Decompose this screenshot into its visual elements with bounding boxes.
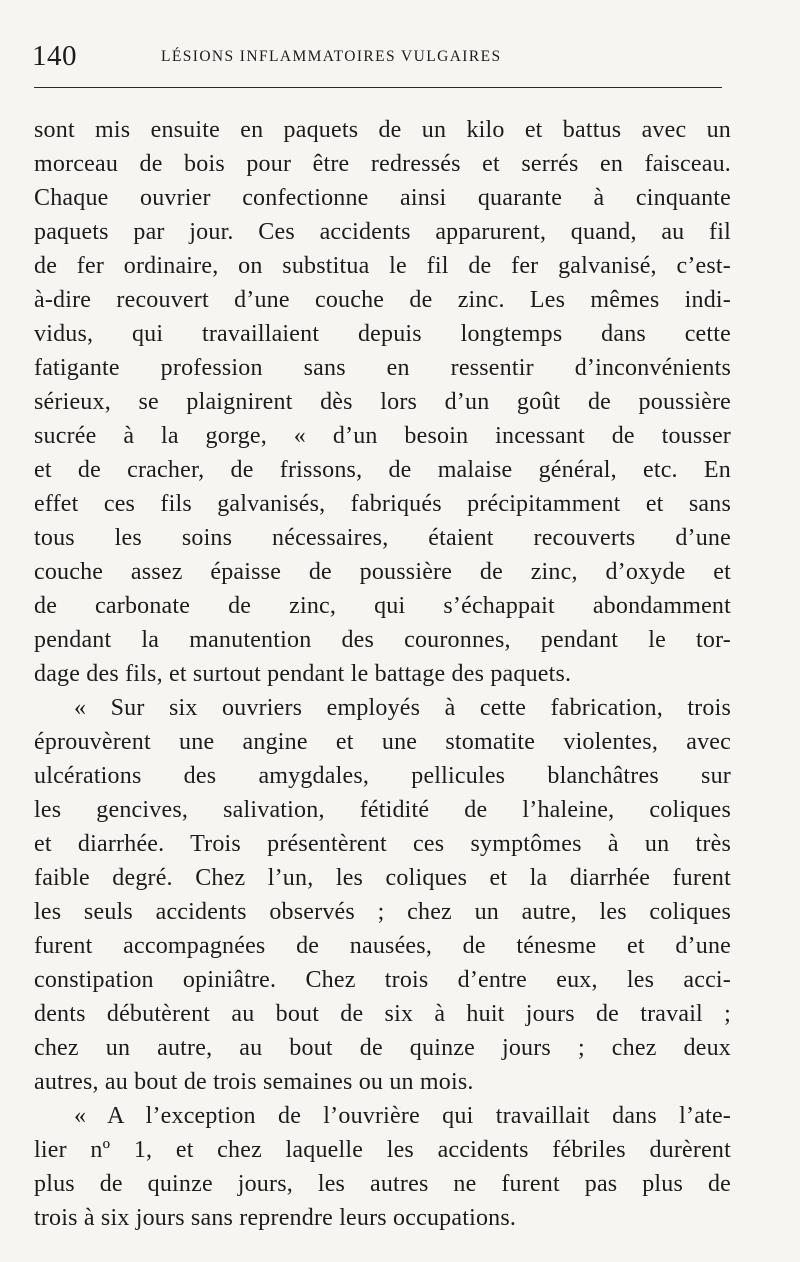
text-line: furent accompagnées de nausées, de ténesme et d’une: [34, 933, 731, 959]
text-line: ulcérations des amygdales, pellicules blanchâtres sur: [34, 763, 731, 789]
text-line: faible degré. Chez l’un, les coliques et la diarrhée furent: [34, 865, 731, 891]
text-line: éprouvèrent une angine et une stomatite violentes, avec: [34, 729, 731, 755]
text-line: morceau de bois pour être redressés et serrés en faisceau.: [34, 151, 731, 177]
text-line: et de cracher, de frissons, de malaise général, etc. En: [34, 457, 731, 483]
text-line: les seuls accidents observés ; chez un autre, les coliques: [34, 899, 731, 925]
text-line: vidus, qui travaillaient depuis longtemps dans cette: [34, 321, 731, 347]
text-line: sont mis ensuite en paquets de un kilo et battus avec un: [34, 117, 731, 143]
text-line: tous les soins nécessaires, étaient recouverts d’une: [34, 525, 731, 551]
text-line: sucrée à la gorge, « d’un besoin incessant de tousser: [34, 423, 731, 449]
text-line: fatigante profession sans en ressentir d’inconvénients: [34, 355, 731, 381]
text-line: « Sur six ouvriers employés à cette fabrication, trois: [74, 695, 731, 721]
text-line: « A l’exception de l’ouvrière qui travaillait dans l’ate-: [74, 1103, 731, 1129]
text-line: de carbonate de zinc, qui s’échappait abondamment: [34, 593, 731, 619]
text-line: sérieux, se plaignirent dès lors d’un goût de poussière: [34, 389, 731, 415]
text-line: lier nº 1, et chez laquelle les accidents fébriles durèrent: [34, 1137, 731, 1163]
page-header: [32, 38, 732, 74]
page-number: 140: [32, 40, 77, 72]
text-line: pendant la manutention des couronnes, pendant le tor-: [34, 627, 731, 653]
page-body: [34, 113, 731, 1235]
text-line: de fer ordinaire, on substitua le fil de fer galvanisé, c’est-: [34, 253, 731, 279]
text-line: et diarrhée. Trois présentèrent ces symptômes à un très: [34, 831, 731, 857]
text-line: autres, au bout de trois semaines ou un mois.: [34, 1069, 474, 1095]
text-line: chez un autre, au bout de quinze jours ; chez deux: [34, 1035, 731, 1061]
text-line: paquets par jour. Ces accidents apparurent, quand, au fil: [34, 219, 731, 245]
text-line: plus de quinze jours, les autres ne furent pas plus de: [34, 1171, 731, 1197]
text-line: effet ces fils galvanisés, fabriqués précipitamment et sans: [34, 491, 731, 517]
text-line: couche assez épaisse de poussière de zinc, d’oxyde et: [34, 559, 731, 585]
text-line: dents débutèrent au bout de six à huit jours de travail ;: [34, 1001, 731, 1027]
text-line: dage des fils, et surtout pendant le battage des paquets.: [34, 661, 572, 687]
text-line: trois à six jours sans reprendre leurs occupations.: [34, 1205, 517, 1231]
running-head: LÉSIONS INFLAMMATOIRES VULGAIRES: [161, 48, 502, 65]
header-rule: [34, 87, 722, 88]
text-line: à-dire recouvert d’une couche de zinc. Les mêmes indi-: [34, 287, 731, 313]
text-line: Chaque ouvrier confectionne ainsi quarante à cinquante: [34, 185, 731, 211]
text-line: constipation opiniâtre. Chez trois d’entre eux, les acci-: [34, 967, 731, 993]
text-line: les gencives, salivation, fétidité de l’haleine, coliques: [34, 797, 731, 823]
